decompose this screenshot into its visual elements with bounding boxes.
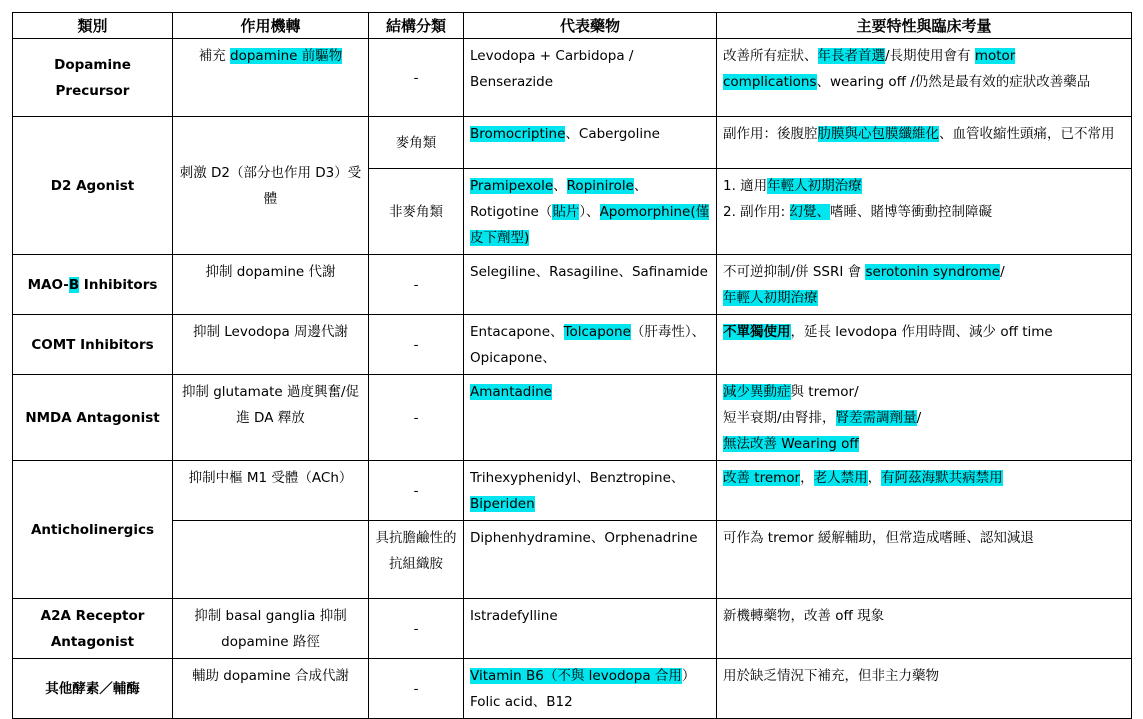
mechanism-cell: 抑制 glutamate 過度興奮/促進 DA 釋放 (173, 375, 369, 461)
mechanism-cell: 補充 dopamine 前驅物 (173, 39, 369, 117)
features-cell: 改善所有症狀、年長者首選/長期使用會有 motor complications、wearing off /仍然是最有效的症狀改善藥品 (717, 39, 1132, 117)
features-cell: 不可逆抑制/併 SSRI 會 serotonin syndrome/ 年輕人初期治療 (717, 255, 1132, 315)
features-cell: 副作用：後腹腔肋膜與心包膜纖維化、血管收縮性頭痛，已不常用 (717, 117, 1132, 169)
features-cell: 不單獨使用，延長 levodopa 作用時間、減少 off time (717, 315, 1132, 375)
category-cell: D2 Agonist (13, 117, 173, 255)
drugs-cell: Bromocriptine、Cabergoline (464, 117, 717, 169)
features-cell: 新機轉藥物，改善 off 現象 (717, 599, 1132, 659)
feature-line: 2. 副作用: 幻覺、嗜睡、賭博等衝動控制障礙 (723, 204, 993, 220)
mechanism-cell: 刺激 D2（部分也作用 D3）受體 (173, 117, 369, 255)
structure-cell: - (369, 659, 464, 719)
table-row (13, 255, 1132, 315)
structure-cell: - (369, 39, 464, 117)
mechanism-cell: 抑制中樞 M1 受體（ACh） (173, 461, 369, 521)
structure-cell: - (369, 315, 464, 375)
drug-table (12, 12, 1132, 719)
table-row (13, 461, 1132, 521)
structure-cell: 麥角類 (369, 117, 464, 169)
structure-cell: - (369, 375, 464, 461)
features-cell: 用於缺乏情況下補充，但非主力藥物 (717, 659, 1132, 719)
table-row (13, 659, 1132, 719)
category-cell: MAO-B Inhibitors (13, 255, 173, 315)
structure-cell: 具抗膽鹼性的抗組織胺 (369, 521, 464, 599)
category-cell: Anticholinergics (13, 461, 173, 599)
category-cell: Dopamine Precursor (13, 39, 173, 117)
table-row (13, 117, 1132, 169)
mechanism-cell: 抑制 Levodopa 周邊代謝 (173, 315, 369, 375)
drugs-cell: Pramipexole、Ropinirole、Rotigotine（貼片）、Apomorphine(僅皮下劑型) (464, 169, 717, 255)
table-row (13, 599, 1132, 659)
header-category: 類別 (13, 13, 173, 39)
drugs-cell: Selegiline、Rasagiline、Safinamide (464, 255, 717, 315)
mechanism-cell: 輔助 dopamine 合成代謝 (173, 659, 369, 719)
features-cell (717, 169, 1132, 255)
structure-cell: - (369, 461, 464, 521)
drugs-cell: Levodopa + Carbidopa / Benserazide (464, 39, 717, 117)
structure-cell: 非麥角類 (369, 169, 464, 255)
feature-line: 1. 適用年輕人初期治療 (723, 178, 862, 194)
features-cell: 減少異動症與 tremor/ 短半衰期/由腎排，腎差需調劑量/ 無法改善 Wearing off (717, 375, 1132, 461)
structure-cell: - (369, 599, 464, 659)
structure-cell: - (369, 255, 464, 315)
category-cell: NMDA Antagonist (13, 375, 173, 461)
drugs-cell: Diphenhydramine、Orphenadrine (464, 521, 717, 599)
table-row (13, 39, 1132, 117)
features-cell: 可作為 tremor 緩解輔助，但常造成嗜睡、認知減退 (717, 521, 1132, 599)
features-cell: 改善 tremor，老人禁用，有阿茲海默共病禁用 (717, 461, 1132, 521)
drugs-cell: Vitamin B6（不與 levodopa 合用）Folic acid、B12 (464, 659, 717, 719)
header-mechanism: 作用機轉 (173, 13, 369, 39)
category-cell: COMT Inhibitors (13, 315, 173, 375)
mechanism-cell: 抑制 dopamine 代謝 (173, 255, 369, 315)
category-cell: 其他酵素／輔酶 (13, 659, 173, 719)
header-row (13, 13, 1132, 39)
table-row (13, 315, 1132, 375)
mechanism-cell: 抑制 basal ganglia 抑制 dopamine 路徑 (173, 599, 369, 659)
table-row (13, 375, 1132, 461)
mechanism-cell (173, 521, 369, 599)
header-structure: 結構分類 (369, 13, 464, 39)
drugs-cell: Entacapone、Tolcapone（肝毒性）、Opicapone、 (464, 315, 717, 375)
drugs-cell: Trihexyphenidyl、Benztropine、Biperiden (464, 461, 717, 521)
header-features: 主要特性與臨床考量 (717, 13, 1132, 39)
drugs-cell: Amantadine (464, 375, 717, 461)
drugs-cell: Istradefylline (464, 599, 717, 659)
table-row (13, 521, 1132, 599)
header-drugs: 代表藥物 (464, 13, 717, 39)
category-cell: A2A Receptor Antagonist (13, 599, 173, 659)
